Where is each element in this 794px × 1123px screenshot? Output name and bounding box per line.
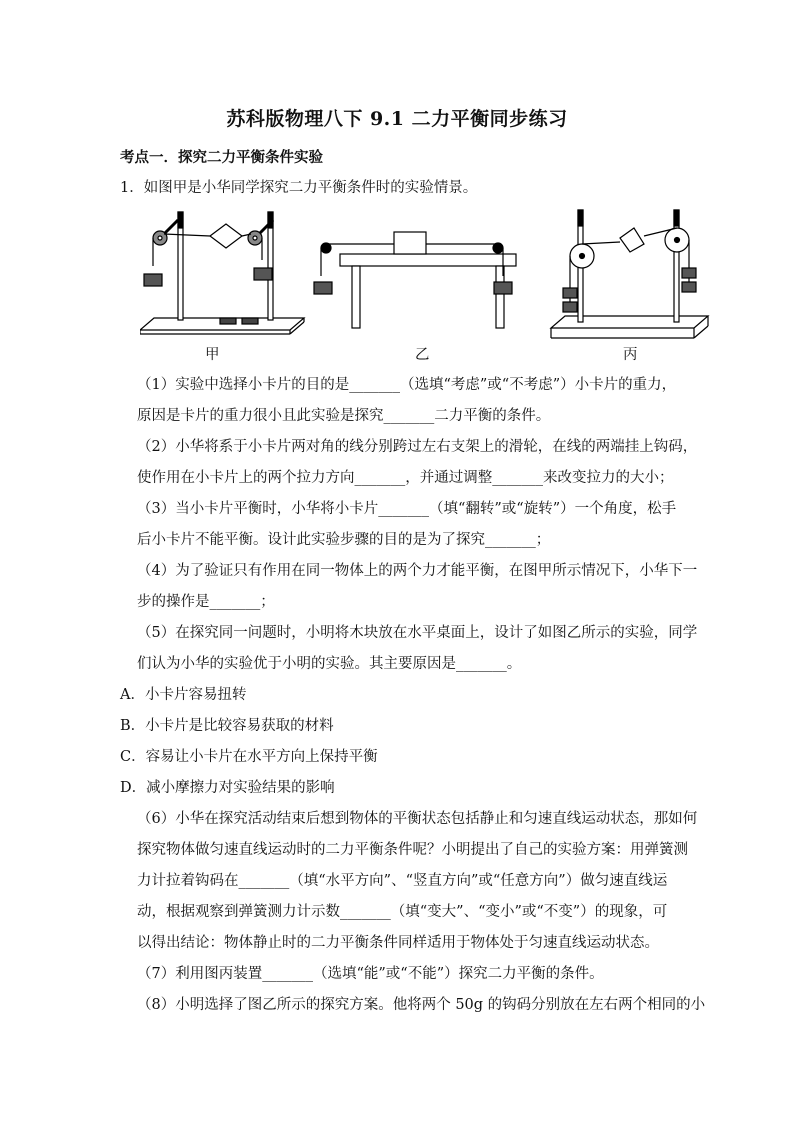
experiment-figure <box>140 204 720 366</box>
figure-yi-apparatus <box>314 232 516 328</box>
text-line: 后小卡片不能平衡。设计此实验步骤的目的是为了探究_______； <box>137 532 551 548</box>
text-line: 以得出结论：物体静止时的二力平衡条件同样适用于物体处于匀速直线运动状态。 <box>137 935 659 951</box>
figure-label-bing: 丙 <box>623 347 638 363</box>
choice-d: D．减小摩擦力对实验结果的影响 <box>120 780 335 796</box>
text-line: （2）小华将系于小卡片两对角的线分别跨过左右支架上的滑轮，在线的两端挂上钩码， <box>137 439 698 455</box>
text-line: 探究物体做匀速直线运动时的二力平衡条件呢？小明提出了自己的实验方案：用弹簧测 <box>137 842 688 858</box>
choice-a: A．小卡片容易扭转 <box>120 687 247 703</box>
question-intro: 1．如图甲是小华同学探究二力平衡条件时的实验情景。 <box>120 180 478 196</box>
text-line: （4）为了验证只有作用在同一物体上的两个力才能平衡，在图甲所示情况下，小华下一 <box>137 563 698 579</box>
text-line: （3）当小卡片平衡时，小华将小卡片_______（填“翻转”或“旋转”）一个角度，松手 <box>137 501 677 517</box>
choice-c: C．容易让小卡片在水平方向上保持平衡 <box>120 749 378 765</box>
text-line: 动，根据观察到弹簧测力计示数_______（填“变大”、“变小”或“不变”）的现象，可 <box>137 904 668 920</box>
text-line: （1）实验中选择小卡片的目的是_______（选填“考虑”或“不考虑”）小卡片的重力， <box>137 377 677 393</box>
figure-bing-apparatus <box>551 210 708 338</box>
text-line: 力计拉着钩码在_______（填“水平方向”、“竖直方向”或“任意方向”）做匀速直线运 <box>137 873 668 889</box>
text-line: （6）小华在探究活动结束后想到物体的平衡状态包括静止和匀速直线运动状态，那如何 <box>137 811 698 827</box>
page-title: 苏科版物理八下 9.1 二力平衡同步练习 <box>226 108 568 130</box>
figure-jia-apparatus <box>140 212 304 334</box>
text-line: 们认为小华的实验优于小明的实验。其主要原因是_______。 <box>137 656 522 672</box>
section-heading: 考点一．探究二力平衡条件实验 <box>120 149 323 166</box>
figure-label-jia: 甲 <box>205 347 220 363</box>
text-line: （5）在探究同一问题时，小明将木块放在水平桌面上，设计了如图乙所示的实验，同学 <box>137 625 698 641</box>
figure-label-yi: 乙 <box>415 347 430 363</box>
text-line: 使作用在小卡片上的两个拉力方向_______，并通过调整_______来改变拉力的大小； <box>137 470 674 486</box>
choice-b: B．小卡片是比较容易获取的材料 <box>120 718 334 734</box>
text-line: 原因是卡片的重力很小且此实验是探究_______二力平衡的条件。 <box>137 408 551 424</box>
text-line: （7）利用图丙装置_______（选填“能”或“不能”）探究二力平衡的条件。 <box>137 966 604 982</box>
question-body <box>120 370 706 1021</box>
text-line: 步的操作是_______； <box>137 594 275 610</box>
text-line: （8）小明选择了图乙所示的探究方案。他将两个 50g 的钩码分别放在左右两个相同的小 <box>137 997 706 1013</box>
